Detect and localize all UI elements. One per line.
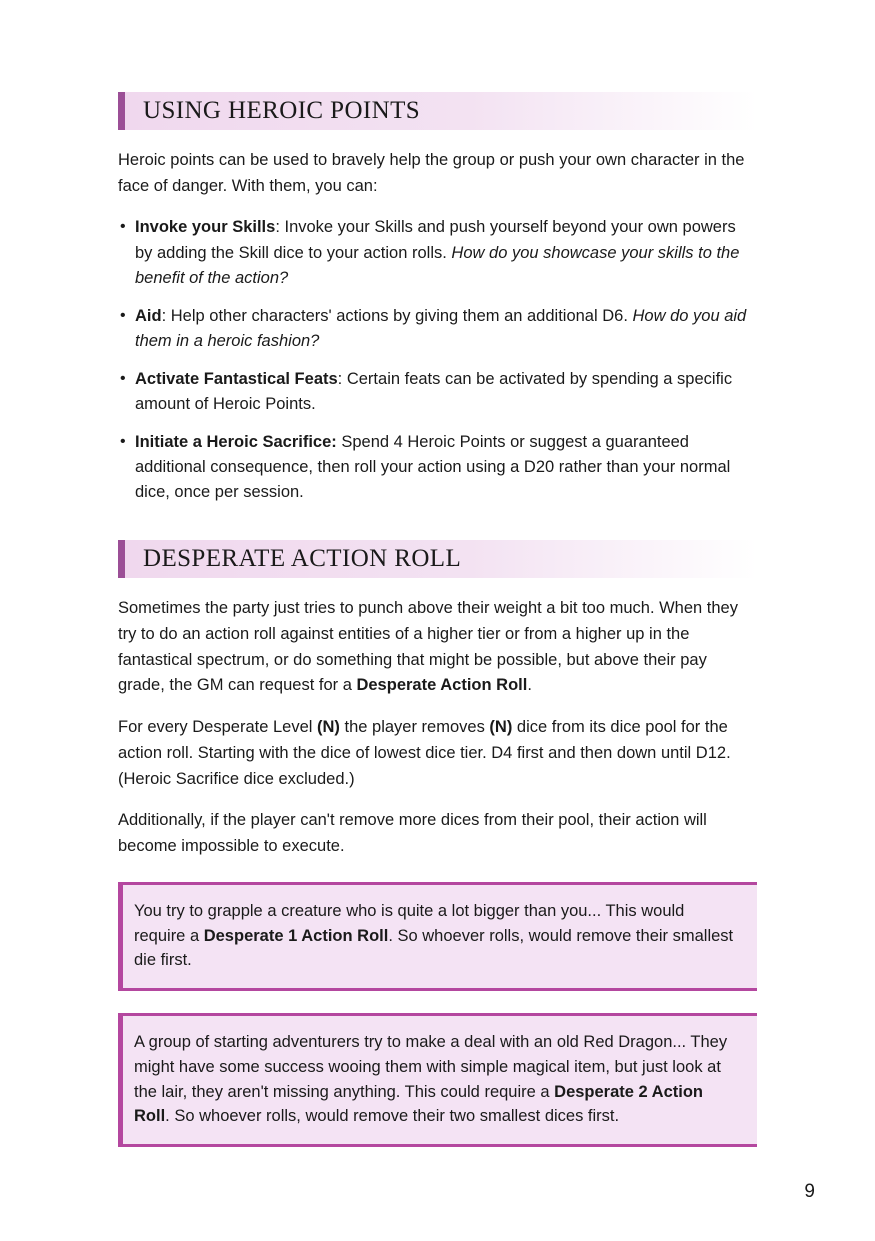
page-number: 9 bbox=[804, 1181, 815, 1202]
list-item-text: : Certain feats can be activated by spending a specific amount of Heroic Points. bbox=[135, 369, 733, 413]
list-item-emphasis: How do you showcase your skills to the benefit of the action? bbox=[135, 243, 740, 287]
list-item-text: Spend 4 Heroic Points or suggest a guaranteed additional consequence, then roll your action using a D20 rather than your normal dice, once per session. bbox=[135, 433, 731, 502]
page-title: USING HEROIC POINTS bbox=[143, 97, 421, 124]
list-item-term: Aid bbox=[135, 306, 162, 325]
callout-text-pre: A group of starting adventurers try to make a deal with an old Red Dragon... They might have some success wooing them with simple magical item, but just look at the lair, they aren't missing anything. This could require a bbox=[134, 1033, 728, 1101]
callout-text bbox=[134, 899, 735, 973]
intro-paragraph: Heroic points can be used to bravely help the group or push your own character in the face of danger. With them, you can: bbox=[118, 151, 745, 195]
callout-text bbox=[134, 1030, 735, 1129]
list-item-text: : Help other characters' actions by giving them an additional D6. bbox=[161, 306, 633, 325]
callout-bold: Desperate 1 Action Roll bbox=[203, 926, 389, 945]
callout-bold: Desperate 2 Action Roll bbox=[134, 1082, 704, 1126]
callout-text-pre: You try to grapple a creature who is quite a lot bigger than you... This would require a bbox=[134, 901, 685, 945]
example-callout-1 bbox=[118, 882, 757, 991]
list-item-emphasis: How do you aid them in a heroic fashion? bbox=[135, 306, 747, 350]
list-item bbox=[118, 215, 757, 290]
section-title: DESPERATE ACTION ROLL bbox=[143, 545, 462, 573]
paragraph-desperate-intro bbox=[118, 596, 757, 699]
list-item-term: Activate Fantastical Feats bbox=[135, 369, 338, 388]
list-item-term: Invoke your Skills bbox=[135, 218, 276, 237]
paragraph-desperate-level bbox=[118, 715, 757, 792]
section-accent-bar bbox=[118, 92, 125, 130]
paragraph-text-end: dice from its dice pool for the action roll. Starting with the dice of lowest dice tier. D4 first and then down until D12. (Heroic Sacrifice dice excluded.) bbox=[118, 718, 731, 788]
paragraph-text-end: . bbox=[527, 676, 532, 695]
paragraph-text-mid: the player removes bbox=[339, 718, 490, 737]
paragraph-text: Sometimes the party just tries to punch above their weight a bit too much. When they try to do an action roll against entities of a higher tier or from a higher up in the fantastical spectrum, or do something that might be possible, but above their pay grade, the GM can request for a bbox=[118, 599, 738, 695]
paragraph-text: For every Desperate Level bbox=[118, 718, 318, 737]
list-item bbox=[118, 367, 757, 417]
callout-text-post: . So whoever rolls, would remove their two smallest dices first. bbox=[165, 1107, 620, 1126]
callout-text-post: . So whoever rolls, would remove their smallest die first. bbox=[134, 926, 734, 970]
paragraph-bold-n1: (N) bbox=[317, 718, 340, 737]
section-accent-bar bbox=[118, 540, 125, 578]
list-item-term: Initiate a Heroic Sacrifice: bbox=[135, 433, 337, 452]
section-header-heroic-points bbox=[118, 92, 757, 130]
section-header-desperate-action-roll bbox=[118, 540, 757, 578]
list-item-text: : Invoke your Skills and push yourself beyond your own powers by adding the Skill dice to your action rolls. bbox=[135, 218, 736, 262]
paragraph-impossible-action: Additionally, if the player can't remove more dices from their pool, their action will become impossible to execute. bbox=[118, 811, 707, 856]
heroic-points-list bbox=[118, 215, 757, 505]
example-callout-2 bbox=[118, 1013, 757, 1147]
list-item bbox=[118, 304, 757, 354]
paragraph-bold-n2: (N) bbox=[489, 718, 513, 737]
paragraph-bold: Desperate Action Roll bbox=[356, 676, 528, 695]
list-item bbox=[118, 430, 757, 505]
